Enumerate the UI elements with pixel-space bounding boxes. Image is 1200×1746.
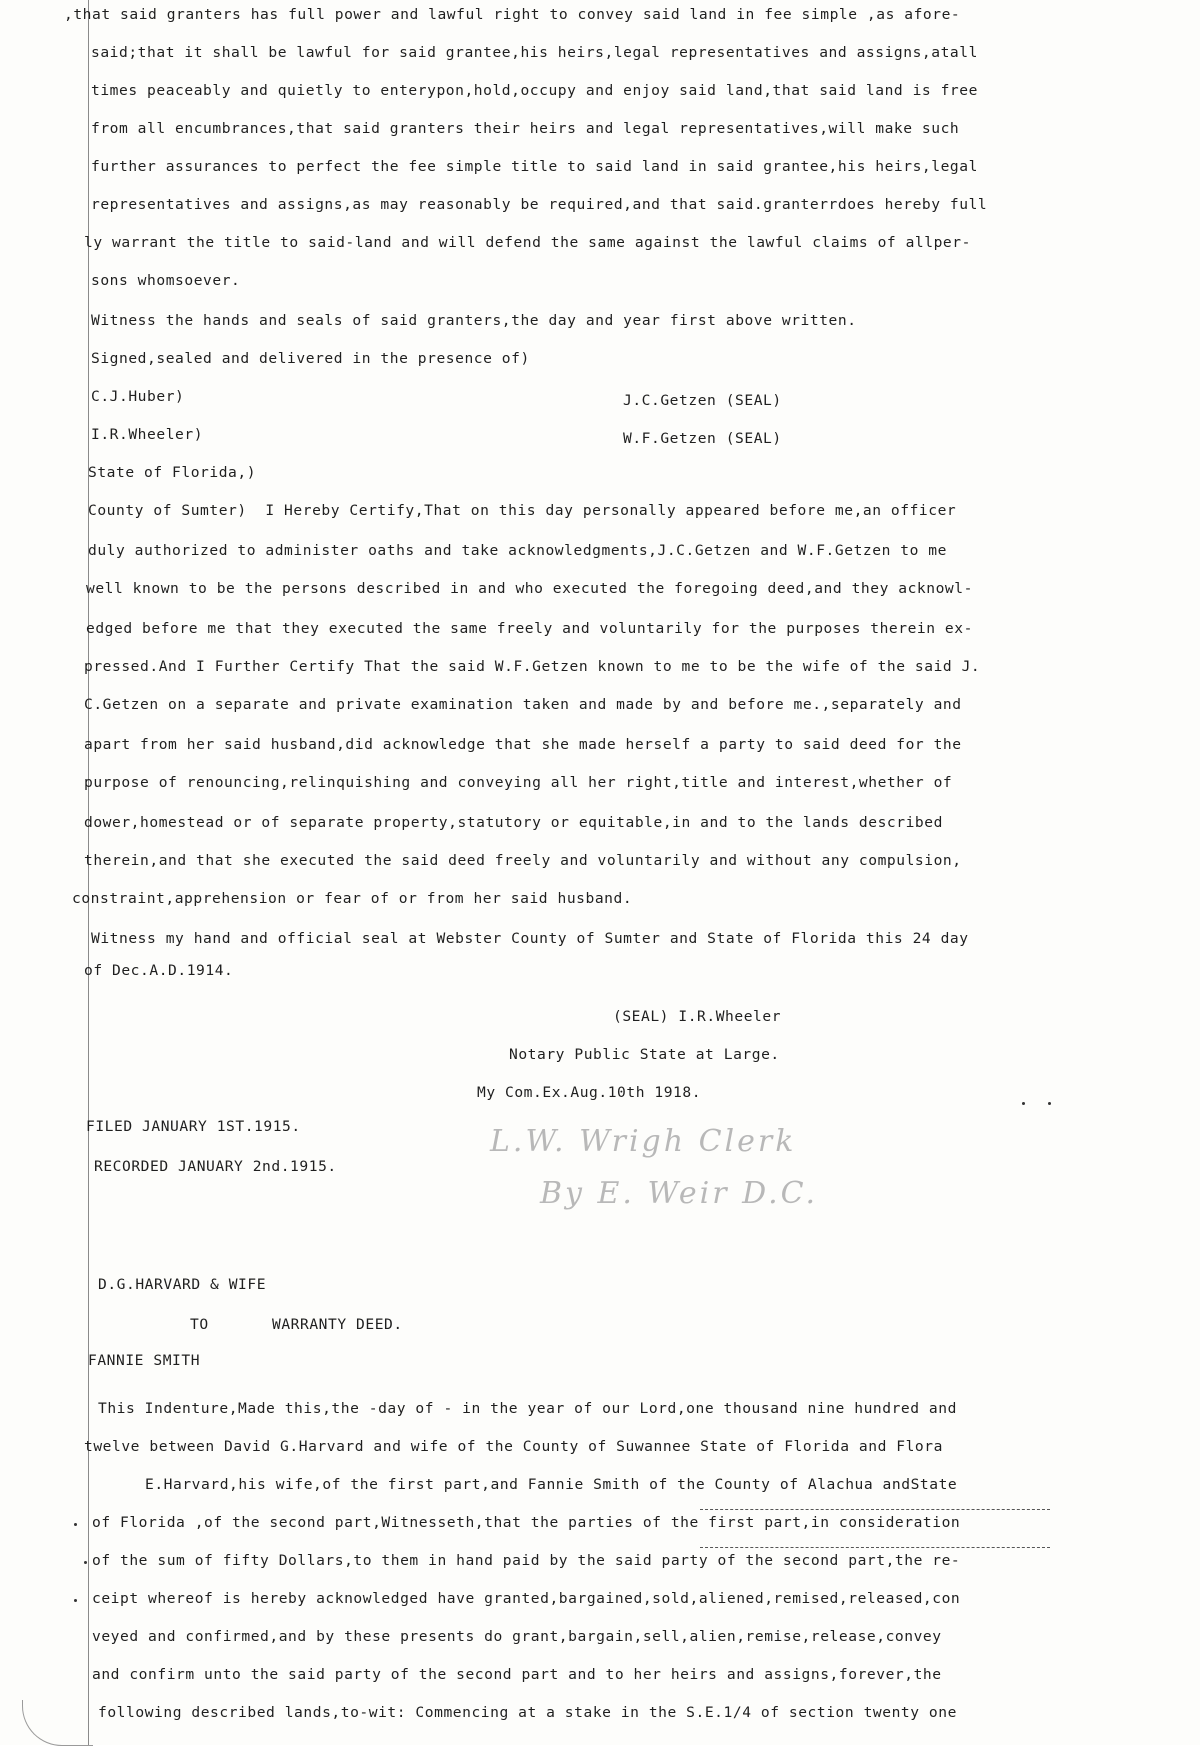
ack-line-3: duly authorized to administer oaths and take acknowledgments,J.C.Getzen and W.F.Getzen to me <box>88 542 947 559</box>
deed1-witness-2: I.R.Wheeler) <box>91 426 204 443</box>
deed1-signed-line: Signed,sealed and delivered in the presence of) <box>91 350 530 367</box>
notary-commission: My Com.Ex.Aug.10th 1918. <box>477 1084 702 1101</box>
deed1-line-4: from all encumbrances,that said granters their heirs and legal representatives,will make such <box>91 120 960 137</box>
ack-line-4: well known to be the persons described in and who executed the foregoing deed,and they acknowl- <box>86 580 973 597</box>
margin-dot <box>84 1561 87 1564</box>
deed2-line-9: following described lands,to-wit: Commencing at a stake in the S.E.1/4 of section twenty one <box>98 1704 957 1721</box>
ack-line-14: of Dec.A.D.1914. <box>84 962 234 979</box>
margin-dot <box>74 1599 77 1602</box>
deed2-line-8: and confirm unto the said party of the second part and to her heirs and assigns,forever,the <box>92 1666 942 1683</box>
ack-line-2: County of Sumter) I Hereby Certify,That on this day personally appeared before me,an officer <box>88 502 957 519</box>
deed2-line-3: E.Harvard,his wife,of the first part,and Fannie Smith of the County of Alachua andState <box>145 1476 958 1493</box>
deed1-line-5: further assurances to perfect the fee simple title to said land in said grantee,his heirs,legal <box>91 158 978 175</box>
ack-line-1: State of Florida,) <box>88 464 257 481</box>
dashed-underline-2 <box>700 1547 1050 1548</box>
deed1-witness-1: C.J.Huber) <box>91 388 185 405</box>
page-corner-curve <box>22 1700 93 1746</box>
deed1-line-8: sons whomsoever. <box>91 272 241 289</box>
ack-line-5: edged before me that they executed the same freely and voluntarily for the purposes therein ex- <box>86 620 973 637</box>
deed2-line-4: of Florida ,of the second part,Witnesseth,that the parties of the first part,in consideration <box>92 1514 961 1531</box>
deed2-line-7: veyed and confirmed,and by these presents do grant,bargain,sell,alien,remise,release,convey <box>92 1628 942 1645</box>
margin-dot <box>74 1523 77 1526</box>
deed2-type: WARRANTY DEED. <box>272 1316 403 1333</box>
deed1-signer-2: W.F.Getzen (SEAL) <box>623 430 782 447</box>
deed1-line-6: representatives and assigns,as may reasonably be required,and that said.granterrdoes hereby full <box>91 196 988 213</box>
notary-seal-name: (SEAL) I.R.Wheeler <box>613 1008 782 1025</box>
deed1-line-2: said;that it shall be lawful for said grantee,his heirs,legal representatives and assigns,atall <box>91 44 978 61</box>
recorded-stamp: RECORDED JANUARY 2nd.1915. <box>94 1158 337 1175</box>
filed-stamp: FILED JANUARY 1ST.1915. <box>86 1118 301 1135</box>
ack-line-12: constraint,apprehension or fear of or from her said husband. <box>72 890 633 907</box>
ack-line-13: Witness my hand and official seal at Webster County of Sumter and State of Florida this 24 day <box>91 930 969 947</box>
deed2-line-6: ceipt whereof is hereby acknowledged have granted,bargained,sold,aliened,remised,released,con <box>92 1590 961 1607</box>
deed2-to: TO <box>190 1316 209 1333</box>
deed2-line-1: This Indenture,Made this,the -day of - in the year of our Lord,one thousand nine hundred and <box>98 1400 957 1417</box>
ack-line-7: C.Getzen on a separate and private examination taken and made by and before me.,separately and <box>84 696 962 713</box>
clerk-signature-line-2: By E. Weir D.C. <box>540 1176 819 1211</box>
deed2-grantor: D.G.HARVARD & WIFE <box>98 1276 267 1293</box>
speck <box>1022 1102 1025 1105</box>
deed1-witness-clause: Witness the hands and seals of said granters,the day and year first above written. <box>91 312 857 329</box>
ack-line-8: apart from her said husband,did acknowledge that she made herself a party to said deed for the <box>84 736 962 753</box>
deed1-signer-1: J.C.Getzen (SEAL) <box>623 392 782 409</box>
dashed-underline-1 <box>700 1509 1050 1510</box>
notary-title: Notary Public State at Large. <box>509 1046 780 1063</box>
ack-line-11: therein,and that she executed the said deed freely and voluntarily and without any compulsion, <box>84 852 962 869</box>
ack-line-10: dower,homestead or of separate property,statutory or equitable,in and to the lands described <box>84 814 943 831</box>
deed1-line-7: ly warrant the title to said-land and will defend the same against the lawful claims of allper- <box>84 234 971 251</box>
deed2-line-5: of the sum of fifty Dollars,to them in hand paid by the said party of the second part,the re- <box>92 1552 961 1569</box>
deed2-grantee: FANNIE SMITH <box>88 1352 201 1369</box>
deed1-line-3: times peaceably and quietly to enterypon,hold,occupy and enjoy said land,that said land is free <box>91 82 978 99</box>
ack-line-9: purpose of renouncing,relinquishing and conveying all her right,title and interest,whether of <box>84 774 953 791</box>
clerk-signature-line-1: L.W. Wrigh Clerk <box>490 1124 797 1159</box>
ack-line-6: pressed.And I Further Certify That the said W.F.Getzen known to me to be the wife of the said J. <box>84 658 981 675</box>
speck <box>1048 1102 1051 1105</box>
margin-rule <box>88 0 89 1745</box>
deed2-line-2: twelve between David G.Harvard and wife of the County of Suwannee State of Florida and Flora <box>84 1438 943 1455</box>
deed1-line-1: ,that said granters has full power and lawful right to convey said land in fee simple ,as afore- <box>64 6 961 23</box>
